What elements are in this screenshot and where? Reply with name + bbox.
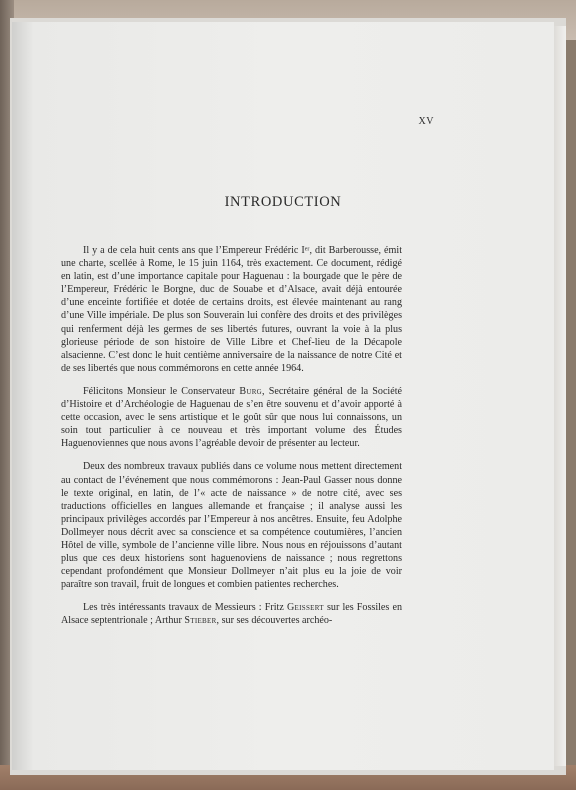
paragraph-4-middle: sur les Fossiles en Alsace septentrionale ; Arthur	[61, 602, 403, 627]
document-page	[12, 22, 554, 770]
paragraph-2	[61, 385, 402, 450]
person-name-burg: Burg	[239, 385, 263, 397]
paragraph-2-start: Félicitons Monsieur le Conservateur	[83, 385, 240, 397]
person-name-geissert: Geissert	[286, 602, 324, 614]
paragraph-1: Il y a de cela huit cents ans que l’Empereur Frédéric Iᵉʳ, dit Barberousse, émit une charte, scellée à Rome, le 15 juin 1164, très exactement. Ce document, rédigé en latin, est d’une importance capitale pour Haguenau : la bourgade que le père de l’Empereur, Frédéric le Borgne, duc de Souabe et d’Alsace, avait déjà entourée d’une enceinte fortifiée et dotée de certains droits, est élevée maintenant au rang d’une Ville impériale. De plus son Souverain lui confère des droits et des privilèges qui renferment déjà les germes de ses libertés futures, ouvrant la voie à la plus glorieuse période de son histoire de Ville Libre et Chef-lieu de la Décapole alsacienne. C’est donc le huit centième anniversaire de la naissance de notre Cité et de ses libertés que nous commémorons en cette année 1964.	[61, 245, 402, 374]
person-name-stieber: Stieber	[184, 615, 217, 627]
paragraph-4-start: Les très intéressants travaux de Messieurs : Fritz	[83, 602, 287, 614]
page-number: XV	[418, 116, 434, 127]
paragraph-3: Deux des nombreux travaux publiés dans ce volume nous mettent directement au contact de l’événement que nous commémorons : Jean-Paul Gasser nous donne le texte original, en latin, de l’« acte de naissance » de notre cité, avec ses traductions officielles en langues allemande et française ; il analyse aussi les principaux privilèges accordés par l’Empereur à nos ancêtres. Ensuite, feu Adolphe Dollmeyer nous décrit avec sa conscience et sa compétence coutumières, l’ancien Hôtel de ville, symbole de l’ancienne ville libre. Nous nous en réjouissons d’autant plus que ces deux historiens sont haguenoviens de naissance ; nous regrettons cependant profondément que Monsieur Dollmeyer n’ait plus eu la joie de voir paraître son travail, fruit de longues et combien patientes recherches.	[61, 461, 402, 591]
page-edge	[554, 26, 566, 766]
body-text	[61, 244, 402, 638]
paragraph-2-end: , Secrétaire général de la Société d’Histoire et d’Archéologie de Haguenau de s’en être souvenu et d’avoir apporté à cette occasion, avec le sens artistique et le goût sûr que nous lui connaissons, un soin tout particulier à ce nouveau et très important volume des Études Haguenoviennes que nous avons l’agréable devoir de présenter au lecteur.	[61, 385, 402, 450]
paragraph-4-end: , sur ses découvertes archéo-	[216, 615, 333, 627]
page-title: INTRODUCTION	[224, 194, 342, 210]
paragraph-4	[61, 601, 402, 627]
